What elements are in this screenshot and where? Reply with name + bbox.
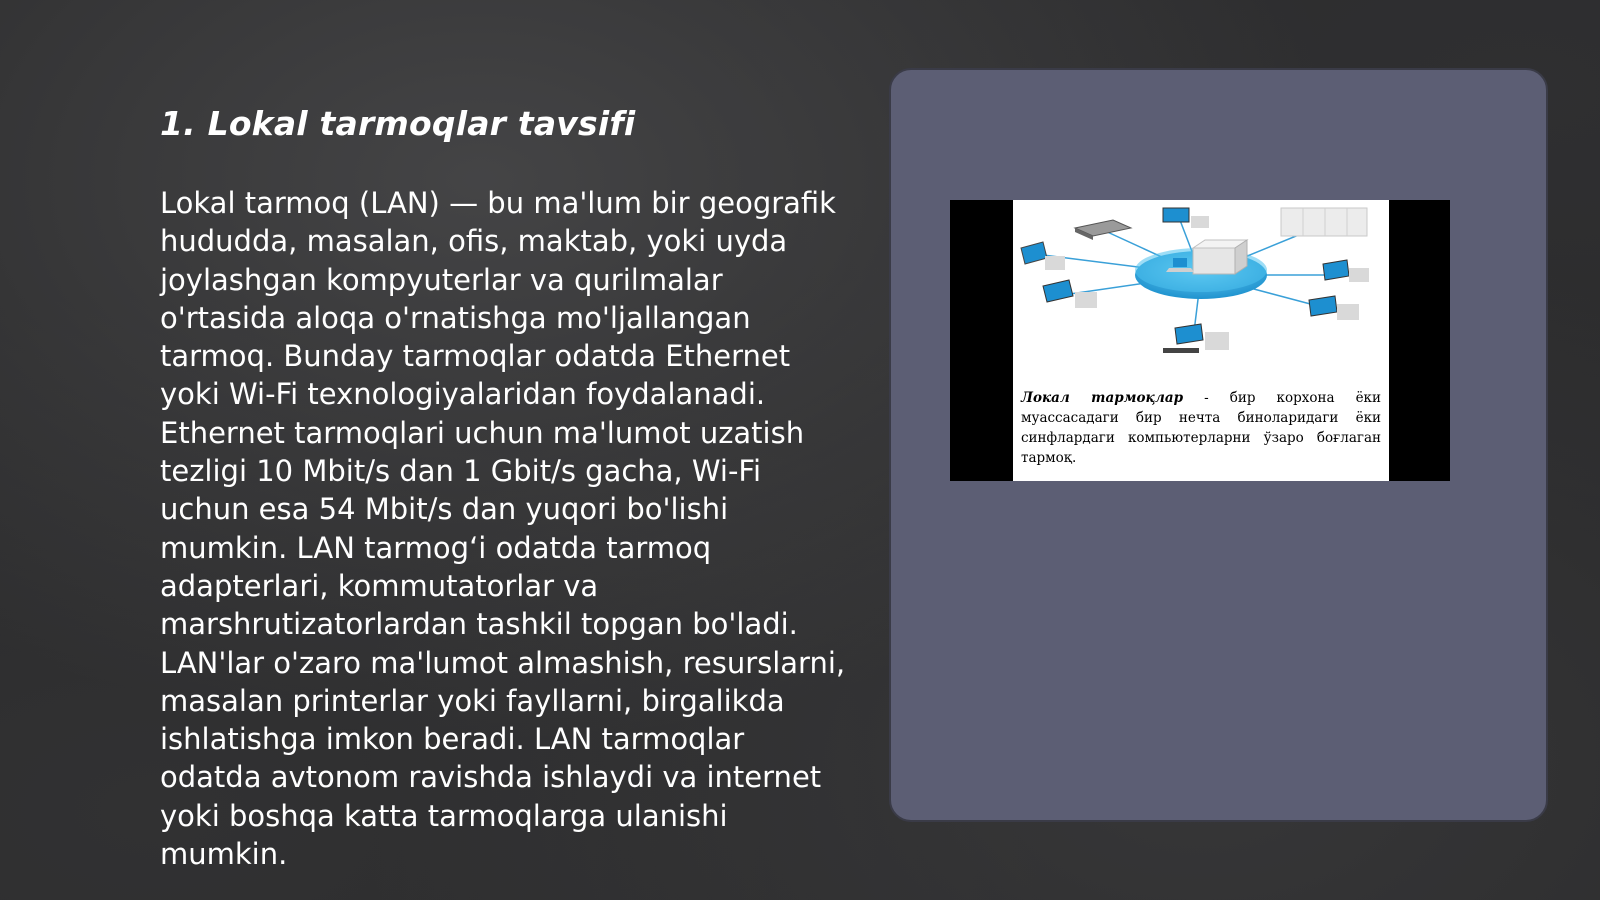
caption-text: - бир корхона ёки муассасадаги бир нечта биноларидаги ёки синфлардаги компьютерларни ўзаро боғлаган тармоқ. bbox=[1021, 390, 1381, 466]
server-icon bbox=[1193, 240, 1247, 274]
body-paragraph: Lokal tarmoq (LAN) — bu ma'lum bir geografik hududda, masalan, ofis, maktab, yoki uyda joylashgan kompyuterlar va qurilmalar o'rtasida aloqa o'rnatishga mo'ljallangan tarmoq. Bunday tarmoqlar odatda Ethernet yoki Wi-Fi texnologiyalaridan foydalanadi. Ethernet tarmoqlari uchun ma'lumot uzatish tezligi 10 Mbit/s dan 1 Gbit/s gacha, Wi-Fi uchun esa 54 Mbit/s dan yuqori bo'lishi mumkin. LAN tarmog‘i odatda tarmoq adapterlari, kommutatorlar va marshrutizatorlardan tashkil topgan bo'ladi. LAN'lar o'zaro ma'lumot almashish, resurslarni, masalan printerlar yoki fayllarni, birgalikda ishlatishga imkon beradi. LAN tarmoqlar odatda avtonom ravishda ishlaydi va internet yoki boshqa katta tarmoqlarga ulanishi mumkin. bbox=[160, 186, 846, 872]
pc-icon bbox=[1309, 296, 1359, 320]
figure-caption bbox=[1021, 388, 1381, 468]
computer-bottom-icon bbox=[1163, 324, 1229, 353]
monitor-icon bbox=[1163, 208, 1209, 228]
desktop-icon bbox=[1323, 260, 1369, 282]
network-figure bbox=[1013, 200, 1389, 481]
workstation-icon bbox=[1021, 242, 1065, 270]
laptop-left-icon bbox=[1043, 280, 1097, 308]
image-frame bbox=[950, 200, 1450, 481]
server-rack-icon bbox=[1281, 208, 1367, 236]
caption-term: Локал тармоқлар bbox=[1021, 390, 1184, 406]
scanner-icon bbox=[1075, 220, 1131, 240]
slide-title: 1. Lokal tarmoqlar tavsifi bbox=[160, 104, 636, 143]
lan-network-illustration bbox=[1013, 200, 1389, 380]
